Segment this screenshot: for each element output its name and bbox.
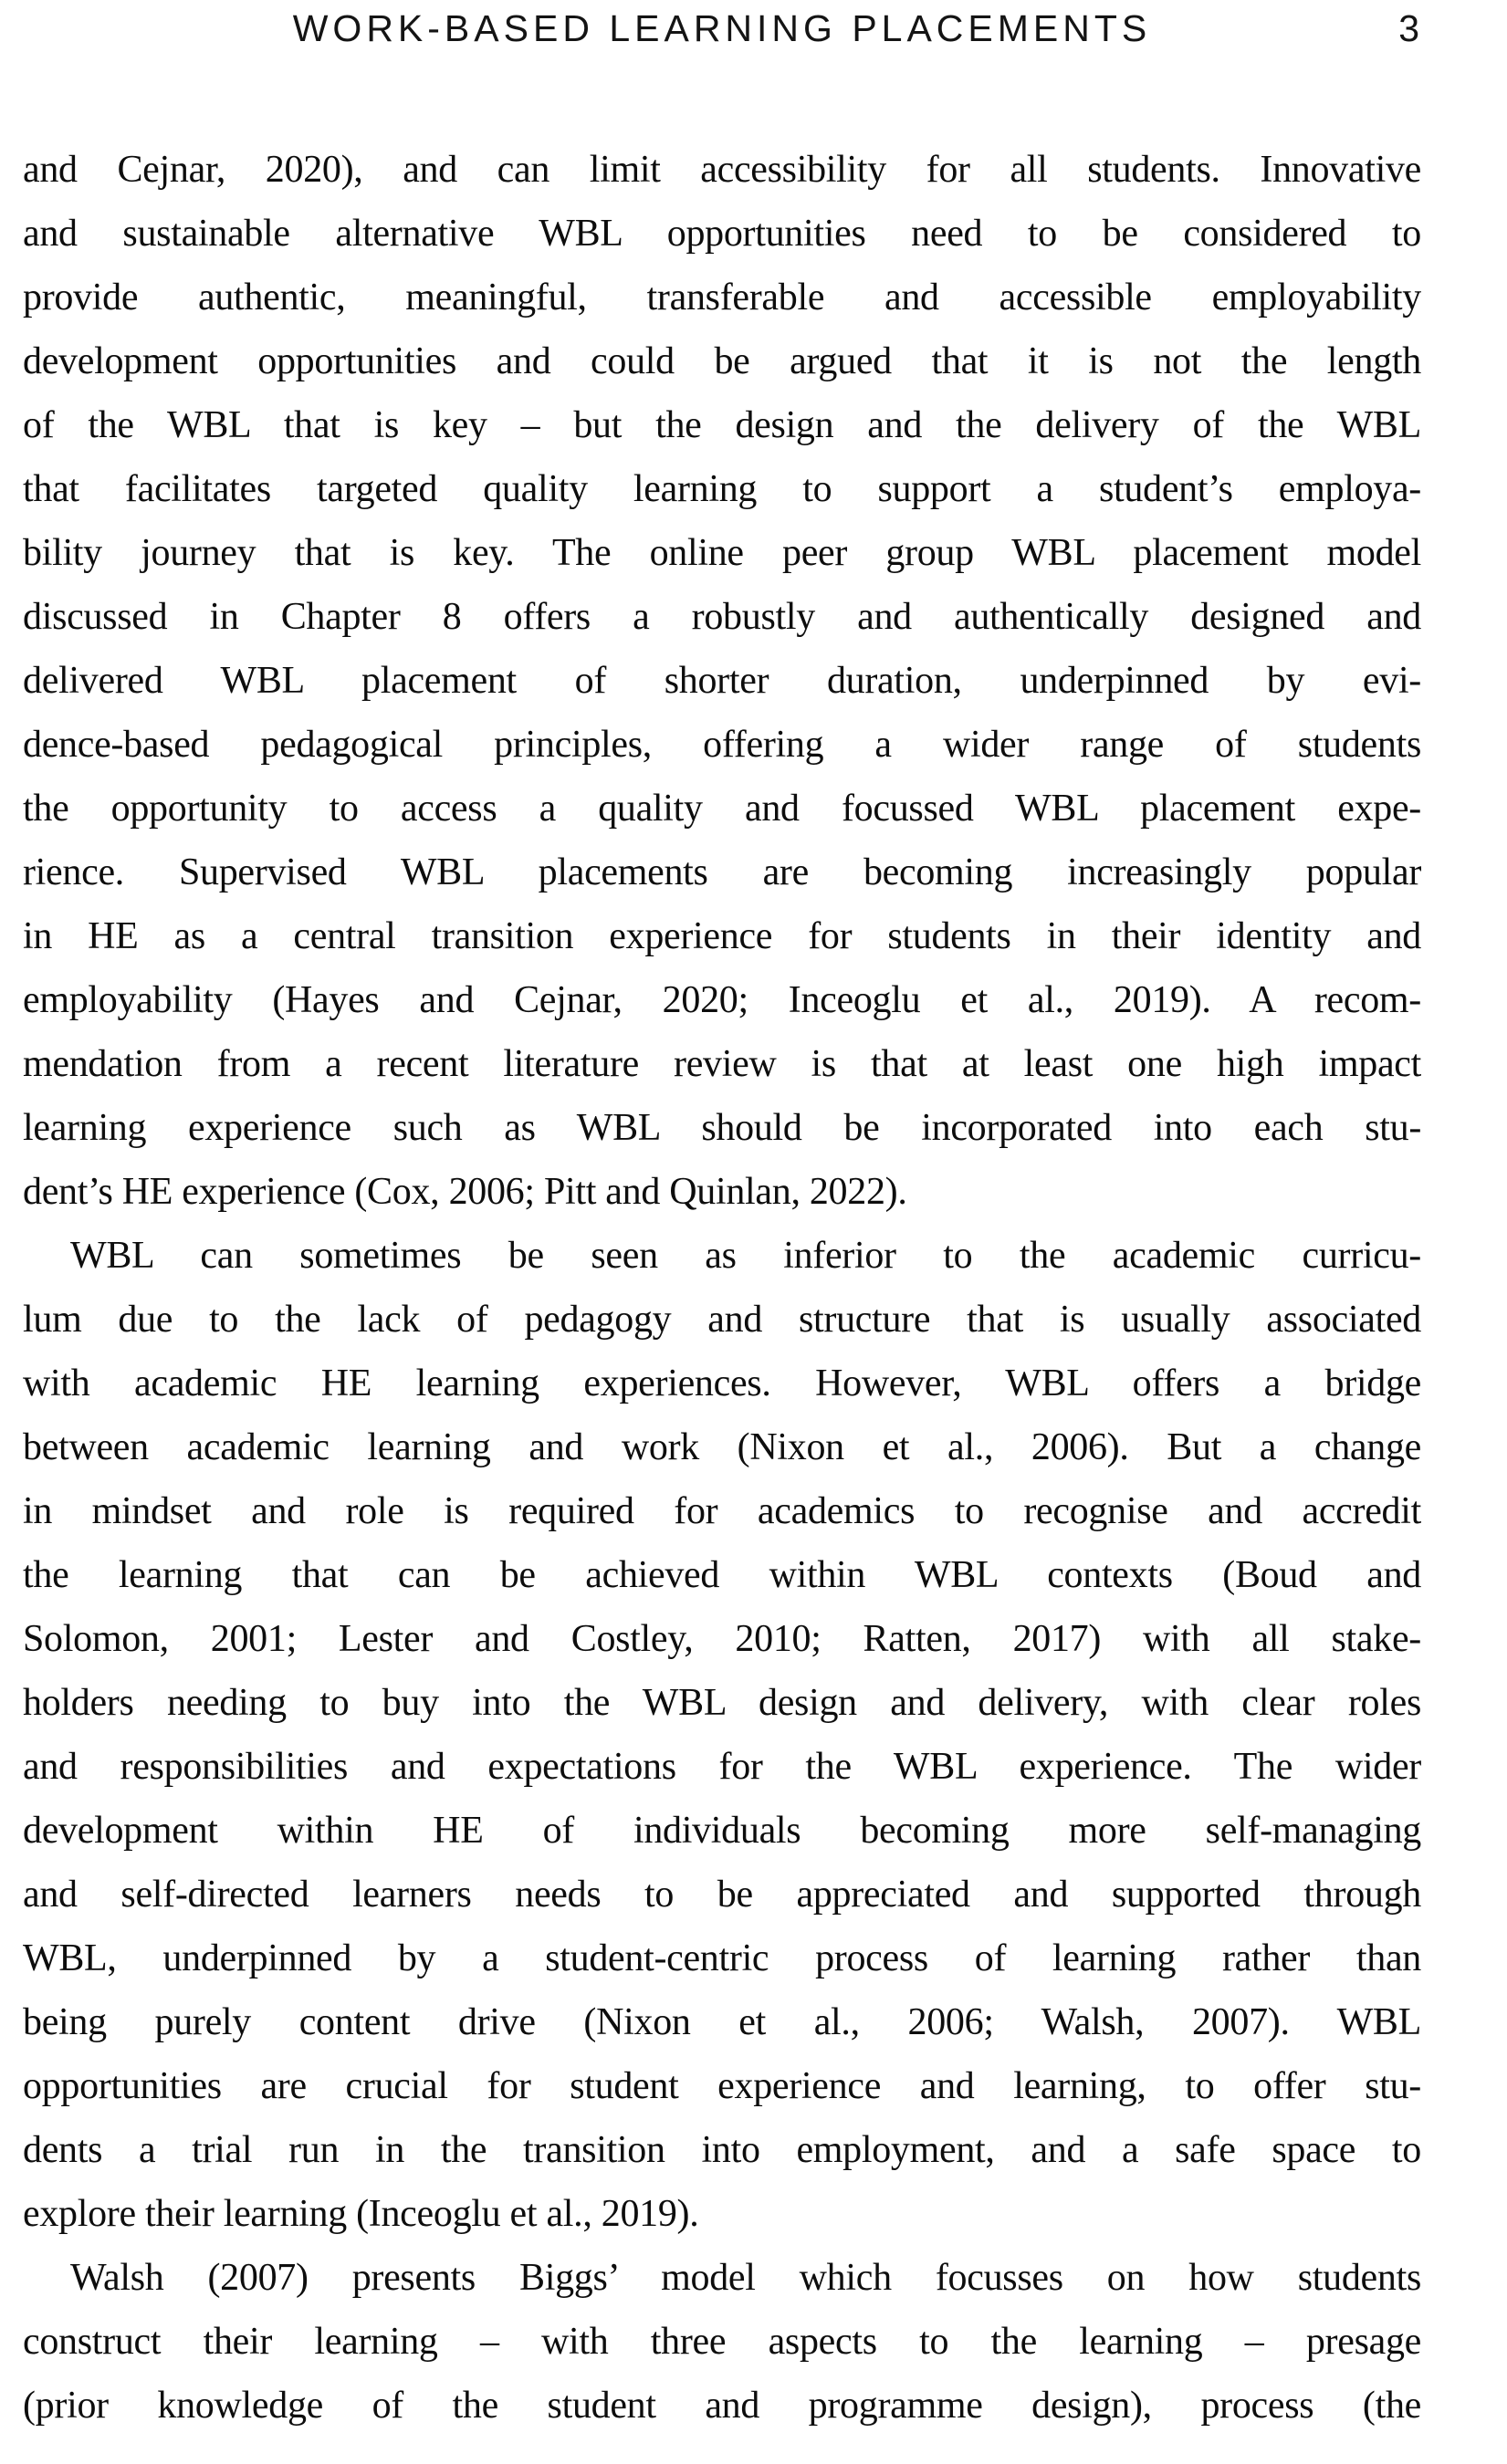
- body-text: [23, 138, 1421, 2438]
- body-line: in HE as a central transition experience for students in their identity and: [23, 915, 1421, 957]
- body-line: delivered WBL placement of shorter duration, underpinned by evi-: [23, 660, 1421, 702]
- body-line: that facilitates targeted quality learning to support a student’s employa-: [23, 468, 1421, 510]
- body-line: of the WBL that is key – but the design and the delivery of the WBL: [23, 404, 1421, 446]
- page-number: 3: [1398, 7, 1419, 49]
- body-line: and sustainable alternative WBL opportunities need to be considered to: [23, 213, 1421, 255]
- body-line: development opportunities and could be argued that it is not the length: [23, 340, 1421, 382]
- body-line: construct their learning – with three aspects to the learning – presage: [23, 2321, 1421, 2363]
- body-line: provide authentic, meaningful, transferable and accessible employability: [23, 277, 1421, 318]
- body-line: Walsh (2007) presents Biggs’ model which focusses on how students: [70, 2257, 1421, 2299]
- body-line: in mindset and role is required for academics to recognise and accredit: [23, 1490, 1421, 1532]
- body-line: holders needing to buy into the WBL design and delivery, with clear roles: [23, 1682, 1421, 1724]
- body-line: the learning that can be achieved within WBL contexts (Boud and: [23, 1554, 1421, 1596]
- body-line: and responsibilities and expectations for the WBL experience. The wider: [23, 1746, 1421, 1788]
- body-line: lum due to the lack of pedagogy and structure that is usually associated: [23, 1299, 1421, 1341]
- body-line: WBL, underpinned by a student-centric process of learning rather than: [23, 1937, 1421, 1979]
- body-line: development within HE of individuals becoming more self-managing: [23, 1810, 1421, 1852]
- body-line: Solomon, 2001; Lester and Costley, 2010; Ratten, 2017) with all stake-: [23, 1618, 1421, 1660]
- body-line: learning experience such as WBL should be incorporated into each stu-: [23, 1107, 1421, 1149]
- body-line: the opportunity to access a quality and focussed WBL placement expe-: [23, 788, 1421, 830]
- running-title: WORK-BASED LEARNING PLACEMENTS: [292, 7, 1152, 49]
- body-line: discussed in Chapter 8 offers a robustly and authentically designed and: [23, 596, 1421, 638]
- body-line: with academic HE learning experiences. However, WBL offers a bridge: [23, 1363, 1421, 1404]
- body-line: between academic learning and work (Nixon et al., 2006). But a change: [23, 1426, 1421, 1468]
- body-line: and Cejnar, 2020), and can limit accessibility for all students. Innovative: [23, 149, 1421, 191]
- body-line: dence-based pedagogical principles, offering a wider range of students: [23, 724, 1421, 766]
- body-line: and self-directed learners needs to be appreciated and supported through: [23, 1874, 1421, 1916]
- body-line: being purely content drive (Nixon et al., 2006; Walsh, 2007). WBL: [23, 2001, 1421, 2043]
- body-line: (prior knowledge of the student and programme design), process (the: [23, 2385, 1421, 2427]
- body-line: employability (Hayes and Cejnar, 2020; Inceoglu et al., 2019). A recom-: [23, 979, 1421, 1021]
- body-line: opportunities are crucial for student experience and learning, to offer stu-: [23, 2065, 1421, 2107]
- running-header: [23, 5, 1421, 53]
- body-line: explore their learning (Inceoglu et al., 2019).: [23, 2193, 699, 2235]
- body-line: WBL can sometimes be seen as inferior to the academic curricu-: [70, 1235, 1421, 1277]
- body-line: mendation from a recent literature review is that at least one high impact: [23, 1043, 1421, 1085]
- body-line: dents a trial run in the transition into employment, and a safe space to: [23, 2129, 1421, 2171]
- body-line: bility journey that is key. The online peer group WBL placement model: [23, 532, 1421, 574]
- body-line: rience. Supervised WBL placements are becoming increasingly popular: [23, 851, 1421, 893]
- body-line: dent’s HE experience (Cox, 2006; Pitt and Quinlan, 2022).: [23, 1171, 907, 1213]
